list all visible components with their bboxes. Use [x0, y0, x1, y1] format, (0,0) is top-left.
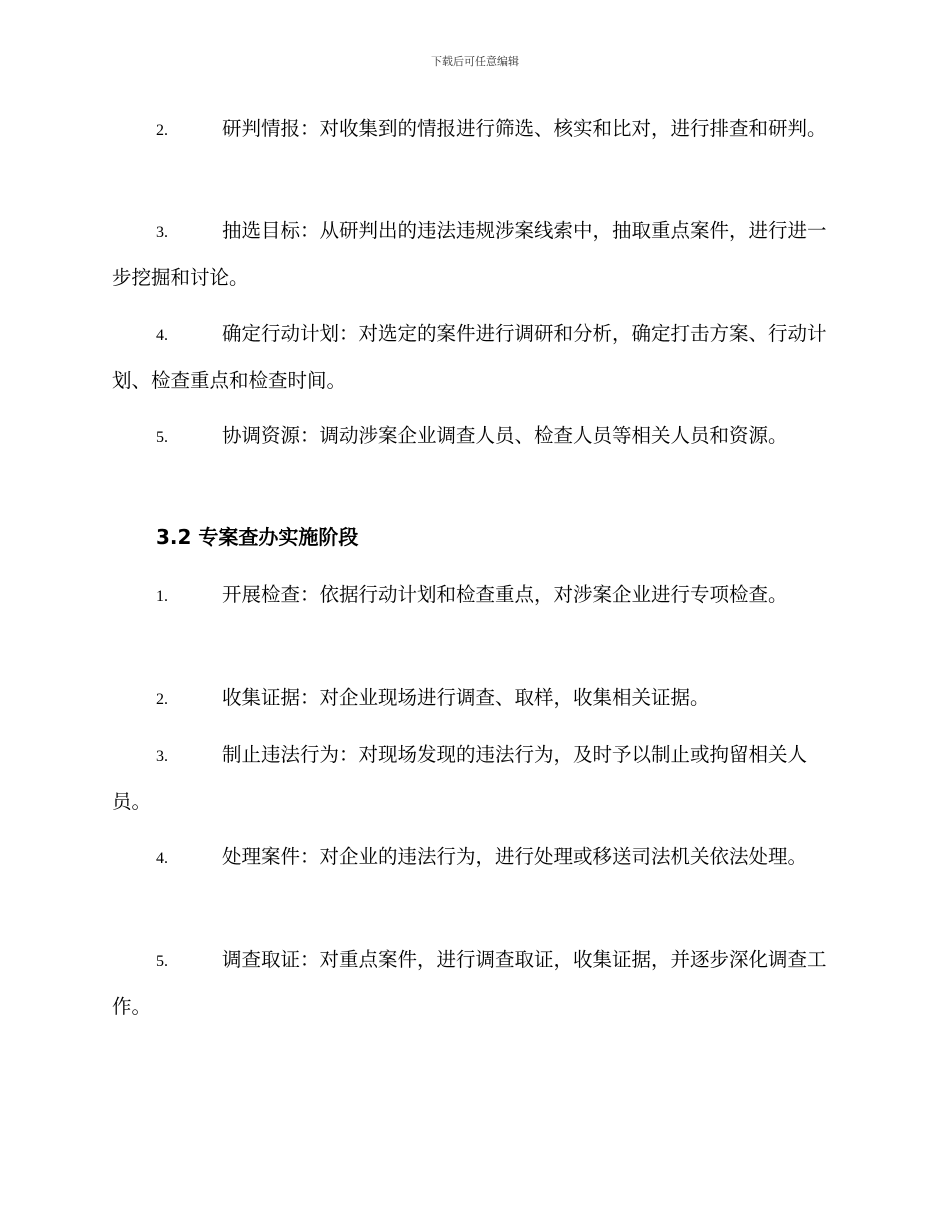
item-number: 3.: [156, 224, 168, 241]
item-text: 制止违法行为：对现场发现的违法行为，及时予以制止或拘留相关人员。: [112, 743, 808, 813]
item-number: 3.: [156, 748, 168, 765]
item-text: 研判情报：对收集到的情报进行筛选、核实和比对，进行排查和研判。: [222, 117, 827, 140]
item-text: 确定行动计划：对选定的案件进行调研和分析，确定打击方案、行动计划、检查重点和检查时间。: [112, 322, 827, 392]
item-text: 处理案件：对企业的违法行为，进行处理或移送司法机关依法处理。: [222, 845, 808, 868]
item-number: 2.: [156, 122, 168, 139]
item-number: 1.: [156, 588, 168, 605]
item-number: 4.: [156, 327, 168, 344]
list-item: [112, 208, 836, 300]
page-header: 下载后可任意编辑: [431, 55, 519, 68]
list-item: [112, 675, 836, 722]
item-text: 协调资源：调动涉案企业调查人员、检查人员等相关人员和资源。: [222, 424, 788, 447]
item-text: 开展检查：依据行动计划和检查重点，对涉案企业进行专项检查。: [222, 583, 788, 606]
item-text: 收集证据：对企业现场进行调查、取样，收集相关证据。: [222, 686, 710, 709]
list-item: [112, 937, 836, 1029]
item-text: 抽选目标：从研判出的违法违规涉案线索中，抽取重点案件，进行进一步挖掘和讨论。: [112, 219, 827, 289]
list-item: [112, 413, 836, 460]
item-number: 5.: [156, 429, 168, 446]
list-item: [112, 311, 836, 403]
list-item: [112, 732, 836, 824]
item-number: 4.: [156, 850, 168, 867]
item-number: 2.: [156, 691, 168, 708]
list-item: [112, 572, 836, 619]
list-item: [112, 834, 836, 881]
list-item: [112, 106, 836, 153]
item-number: 5.: [156, 953, 168, 970]
item-text: 调查取证：对重点案件，进行调查取证，收集证据，并逐步深化调查工作。: [112, 948, 827, 1018]
section-heading: 3.2 专案查办实施阶段: [156, 525, 359, 549]
